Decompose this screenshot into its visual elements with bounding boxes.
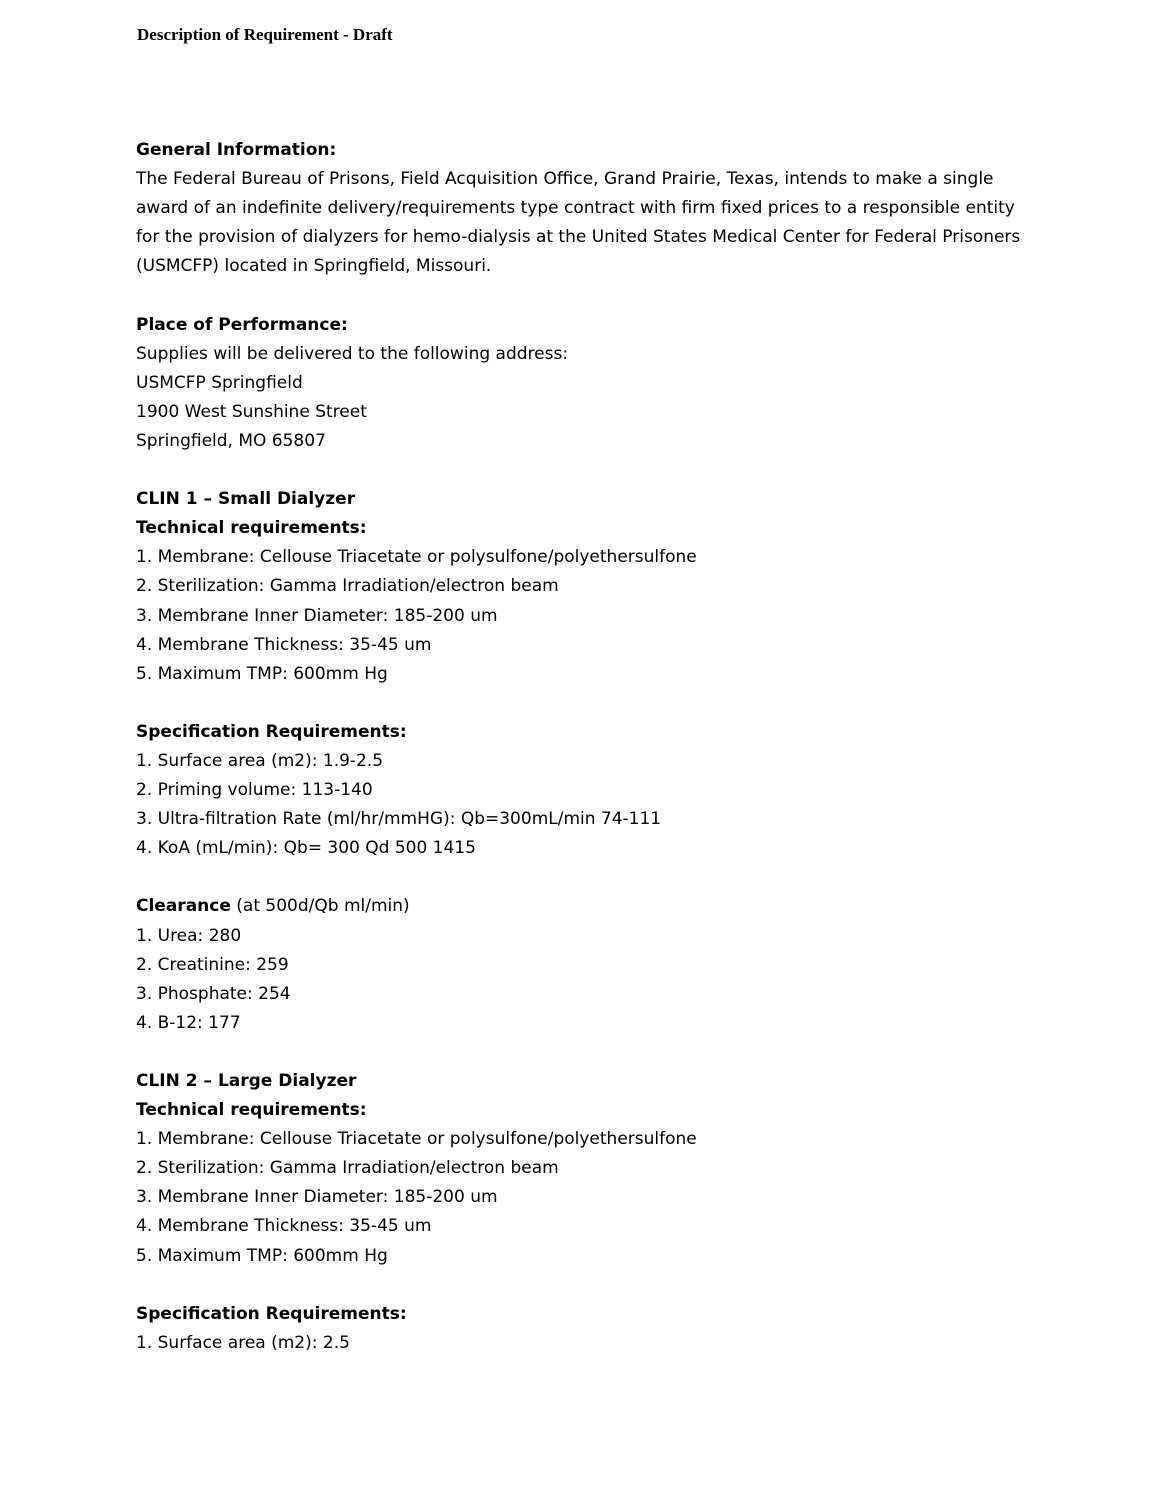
clin2-technical-item: 3. Membrane Inner Diameter: 185-200 um — [136, 1187, 498, 1208]
clin2-spec-heading: Specification Requirements: — [136, 1303, 407, 1324]
clin2-technical-item: 5. Maximum TMP: 600mm Hg — [136, 1245, 388, 1266]
clin1-spec-item: 3. Ultra-filtration Rate (ml/hr/mmHG): Qb=300mL/min 74-111 — [136, 809, 662, 830]
general-information-heading: General Information: — [136, 140, 337, 160]
clin1-clearance-item: 1. Urea: 280 — [136, 925, 242, 946]
clin1-technical-heading: Technical requirements: — [136, 518, 367, 539]
spacer — [136, 456, 1026, 485]
clin1-clearance-item: 3. Phosphate: 254 — [136, 983, 291, 1004]
clin1-clearance-note: (at 500d/Qb ml/min) — [230, 896, 410, 917]
clin2-technical-item: 1. Membrane: Cellouse Triacetate or polysulfone/polyethersulfone — [136, 1129, 697, 1150]
place-of-performance-line: 1900 West Sunshine Street — [136, 401, 367, 422]
clin1-clearance-heading: Clearance — [136, 896, 231, 917]
clin2-spec-item: 1. Surface area (m2): 2.5 — [136, 1332, 350, 1353]
general-information-line: The Federal Bureau of Prisons, Field Acquisition Office, Grand Prairie, Texas, intends to make a single — [136, 169, 994, 190]
spacer — [136, 1038, 1026, 1067]
document-body — [136, 136, 1026, 1358]
clin2-technical-heading: Technical requirements: — [136, 1100, 367, 1121]
document-title: Description of Requirement - Draft — [137, 25, 393, 44]
clin2-technical-item: 2. Sterilization: Gamma Irradiation/electron beam — [136, 1158, 559, 1179]
clin1-spec-item: 4. KoA (mL/min): Qb= 300 Qd 500 1415 — [136, 838, 476, 859]
clin1-technical-item: 2. Sterilization: Gamma Irradiation/electron beam — [136, 576, 559, 597]
place-of-performance-line: Springfield, MO 65807 — [136, 430, 326, 451]
clin1-technical-item: 3. Membrane Inner Diameter: 185-200 um — [136, 605, 498, 626]
clin2-technical-item: 4. Membrane Thickness: 35-45 um — [136, 1216, 432, 1237]
clin1-spec-heading: Specification Requirements: — [136, 721, 407, 742]
place-of-performance-heading: Place of Performance: — [136, 314, 348, 335]
spacer — [136, 689, 1026, 718]
general-information-line: for the provision of dialyzers for hemo-dialysis at the United States Medical Center for Federal Prisoners — [136, 227, 1021, 248]
clin1-heading: CLIN 1 – Small Dialyzer — [136, 489, 356, 510]
clin1-technical-item: 5. Maximum TMP: 600mm Hg — [136, 663, 388, 684]
place-of-performance-line: Supplies will be delivered to the following address: — [136, 343, 569, 364]
clin1-clearance-item: 4. B-12: 177 — [136, 1012, 241, 1033]
clin2-heading: CLIN 2 – Large Dialyzer — [136, 1071, 357, 1091]
spacer — [136, 863, 1026, 892]
clin1-spec-item: 1. Surface area (m2): 1.9-2.5 — [136, 750, 384, 771]
clin1-technical-item: 1. Membrane: Cellouse Triacetate or polysulfone/polyethersulfone — [136, 547, 697, 568]
spacer — [136, 281, 1026, 310]
clin1-spec-item: 2. Priming volume: 113-140 — [136, 780, 373, 801]
general-information-line: (USMCFP) located in Springfield, Missouri. — [136, 256, 492, 277]
clin1-clearance-item: 2. Creatinine: 259 — [136, 954, 289, 975]
clin1-technical-item: 4. Membrane Thickness: 35-45 um — [136, 634, 432, 655]
general-information-line: award of an indefinite delivery/requirements type contract with firm fixed prices to a responsible entity — [136, 198, 1015, 219]
place-of-performance-line: USMCFP Springfield — [136, 372, 303, 393]
clin1-clearance-heading-line — [136, 892, 1026, 921]
spacer — [136, 1271, 1026, 1300]
